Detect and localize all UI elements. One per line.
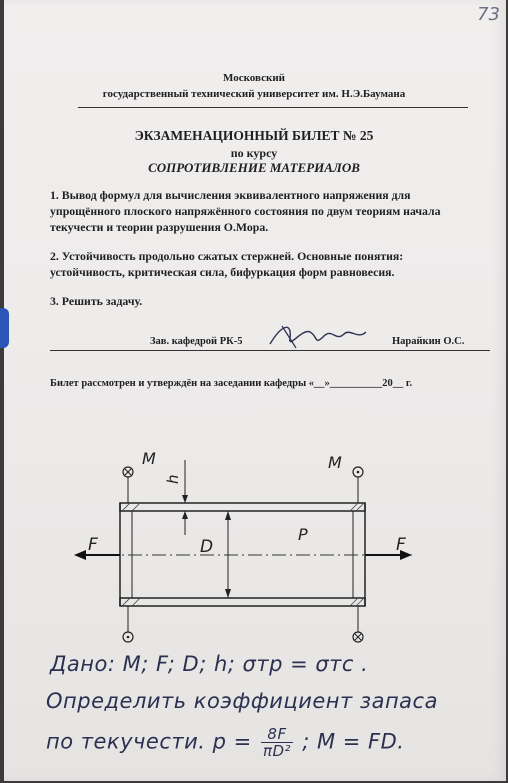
formula-p-lhs: p = [212,729,252,754]
approval-line: Билет рассмотрен и утверждён на заседании кафедры «__»__________20__ г. [50,378,413,389]
signature-mark [262,318,372,354]
head-of-department-label: Зав. кафедрой РК-5 [150,336,243,347]
tube-diagram [60,440,440,650]
formula-moment: ; M = FD. [302,729,405,754]
question-3: 3. Решить задачу. [50,294,143,308]
label-m-right: M [328,453,342,472]
university-line-2: государственный технический университет им. Н.Э.Баумана [102,88,406,100]
question-1: 1. Вывод формул для вычисления эквивалентного напряжения для упрощённого плоского напряжённого состояния по двум теориям начала текучести и теории разрушения О.Мора. [50,188,441,234]
label-d: D [200,537,214,557]
bottom-wall [120,598,365,606]
subject-title: СОПРОТИВЛЕНИЕ МАТЕРИАЛОВ [148,160,360,175]
signature-divider [50,350,490,351]
label-f-right: F [396,535,406,555]
head-of-department-name: Нарайкин О.С. [392,336,465,347]
formula-numerator: 8F [261,726,293,743]
formula-denominator: πD² [262,742,292,760]
label-p: P [298,525,308,544]
label-m-left: M [142,449,156,468]
given-line: Дано: M; F; D; h; σтр = σтс . [50,652,369,676]
find-line: Определить коэффициент запаса [46,689,438,713]
top-wall [120,503,365,511]
university-line-1: Московский [222,72,285,84]
handwritten-corner-number: 73 [477,4,500,25]
label-f-left: F [88,535,98,555]
force-arrow-left [74,550,86,560]
header-divider [78,107,468,108]
ticket-title: ЭКЗАМЕНАЦИОННЫЙ БИЛЕТ № 25 [134,128,374,143]
yield-line [46,726,404,759]
yield-text: по текучести. [46,729,206,754]
label-h: h [164,474,182,484]
question-2: 2. Устойчивость продольно сжатых стержней. Основные понятия: устойчивость, критическая сила, бифуркация форм равновесия. [50,249,404,279]
course-prefix: по курсу [230,146,278,160]
pen-tip [0,308,9,348]
formula-fraction [261,726,293,759]
